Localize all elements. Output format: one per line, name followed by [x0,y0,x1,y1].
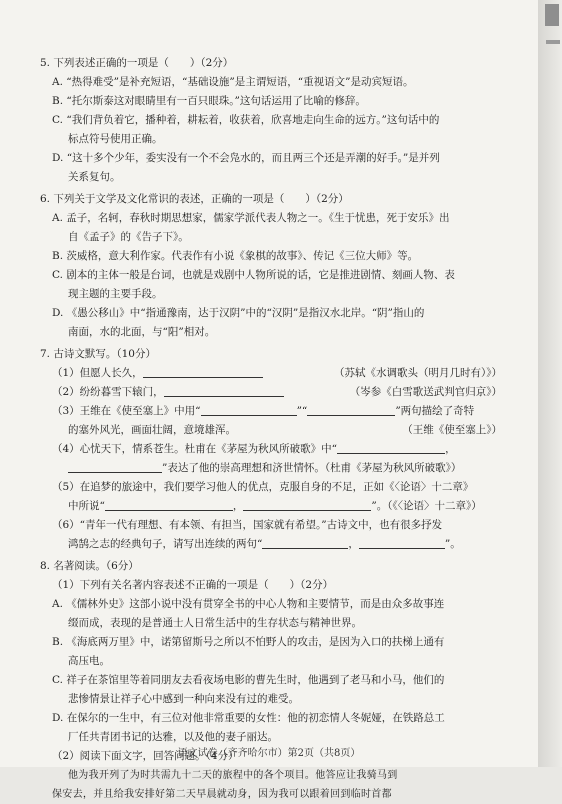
q7-item-6-cont [40,535,502,554]
q7-item-5-cont [40,497,502,516]
q7-6-text-a: 鸿鹄之志的经典句子，请写出连续的两句“ [68,538,263,550]
q6-option-c-cont: 现主题的主要手段。 [68,288,163,300]
page-edge [538,0,562,767]
q6-option-d-cont: 南面，水的北面，与“阳”相对。 [68,326,216,338]
q7-4-blank-2[interactable] [68,460,162,473]
q5-option-d: D. “这十多个少年，委实没有一个不会凫水的，而且两三个还是弄潮的好手。”是并列 [52,152,440,164]
q6-option-a: A. 孟子，名轲，春秋时期思想家，儒家学派代表人物之一。《生于忧患，死于安乐》出 [52,212,450,224]
q7-stem: 7. 古诗文默写。（10分） [40,348,156,360]
q8-sub2: （2）阅读下面文字，回答问题。（4分） [52,750,239,762]
q8-passage-line-2: 保安去，并且给我安排好第二天早晨就动身，因为我可以跟着回到临时首都 [52,789,392,800]
q7-5-text-a: 中所说“ [68,500,105,512]
q7-item-4 [40,440,502,459]
q8-option-c-cont: 悲惨情景让祥子心中感到一种向来没有过的难受。 [68,693,299,705]
q7-3-text-a: （3）王维在《使至塞上》中用“ [52,405,201,417]
q8-option-b-cont: 高压电。 [68,655,110,667]
q7-3-source: （王维《使至塞上》） [402,424,502,436]
q8-option-b: B. 《海底两万里》中，诺第留斯号之所以不怕野人的攻击，是因为入口的扶梯上通有 [52,636,445,648]
q7-6-text-c: ”。 [444,538,461,550]
q7-1-source: （苏轼《水调歌头（明月几时有）》） [334,367,502,379]
q7-item-3 [40,402,502,421]
q5-option-b: B. “托尔斯泰这对眼睛里有一百只眼珠。”这句话运用了比喻的修辞。 [52,95,366,107]
page-footer: 语文试卷（齐齐哈尔市）第2页（共8页） [177,748,361,759]
q7-3-text-b: ”“ [296,405,308,417]
q6-stem: 6. 下列关于文学及文化常识的表述，正确的一项是（ ）（2分） [40,193,349,205]
q7-5-text-b: ， [232,500,244,512]
q7-4-text-b: ， [445,443,456,455]
q7-5-text-c: ”。（《〈论语〉十二章》） [371,500,482,512]
q7-2-text: （2）纷纷暮雪下辕门， [52,386,164,398]
q7-item-5: （5）在追梦的旅途中，我们要学习他人的优点，克服自身的不足，正如《〈论语〉十二章》 [52,481,474,493]
q7-6-blank-2[interactable] [359,536,445,549]
exam-content [40,54,502,804]
q7-item-3-cont [40,421,502,440]
q5-option-c: C. “我们背负着它，播种着，耕耘着，收获着，欣喜地走向生命的远方。”这句话中的 [52,114,440,126]
q6-option-d: D. 《愚公移山》中“指通豫南，达于汉阴”中的“汉阴”是指汉水北岸。“阴”指山的 [52,307,425,319]
scroll-thumb [545,4,559,26]
q7-5-blank-2[interactable] [243,498,371,511]
q7-3-blank-2[interactable] [307,403,395,416]
q7-item-4-cont [40,459,502,478]
q7-3-blank-1[interactable] [201,403,297,416]
q8-option-d-cont: 厂任共青团书记的达雅，以及他的妻子丽达。 [68,731,278,743]
q8-option-d: D. 在保尔的一生中，有三位对他非常重要的女性：他的初恋情人冬妮娅，在铁路总工 [52,712,445,724]
q6-option-c: C. 剧本的主体一般是台词，也就是戏剧中人物所说的话，它是推进剧情、刻画人物、表 [52,269,455,281]
q7-1-blank[interactable] [143,365,263,378]
q7-6-text-b: ， [348,538,359,550]
q8-option-a-cont: 缀而成，表现的是普通士人日常生活中的生存状态与精神世界。 [68,617,362,629]
q5-stem: 5. 下列表述正确的一项是（ ）（2分） [40,57,234,69]
q8-passage-line-1: 他为我开列了为时共需九十二天的旅程中的各个项目。他答应让我骑马到 [68,770,398,781]
q8-stem: 8. 名著阅读。（6分） [40,560,139,572]
q7-item-1 [40,364,502,383]
q7-6-blank-1[interactable] [262,536,348,549]
q7-2-source: （岑参《白雪歌送武判官归京》） [349,386,502,398]
q7-4-blank-1[interactable] [337,441,445,454]
q5-option-a: A. “热得难受”是补充短语，“基础设施”是主谓短语，“重视语文”是动宾短语。 [52,76,414,88]
q8-option-a: A. 《儒林外史》这部小说中没有贯穿全书的中心人物和主要情节，而是由众多故事连 [52,598,445,610]
q6-option-a-cont: 自《孟子》的《告子下》。 [68,231,189,243]
q5-option-d-cont: 关系复句。 [68,171,121,183]
q7-1-text: （1）但愿人长久， [52,367,143,379]
q7-2-blank[interactable] [164,384,284,397]
q8-sub1: （1）下列有关名著内容表述不正确的一项是（ ）（2分） [52,579,334,591]
q8-option-c: C. 祥子在茶馆里等着同朋友去看夜场电影的曹先生时，他遇到了老马和小马，他们的 [52,674,445,686]
q7-5-blank-1[interactable] [105,498,233,511]
q6-option-b: B. 茨威格，意大利作家。代表作有小说《象棋的故事》、传记《三位大师》等。 [52,250,419,262]
q7-3-text-c: ”两句描绘了奇特 [395,405,475,417]
q7-4-cont-text: ”表达了他的崇高理想和济世情怀。（杜甫《茅屋为秋风所破歌》） [162,462,462,474]
q7-3-cont-text: 的塞外风光，画面壮阔，意境雄浑。 [68,424,236,436]
q5-option-c-cont: 标点符号使用正确。 [68,133,163,145]
q7-4-text-a: （4）心忧天下，情系苍生。杜甫在《茅屋为秋风所破歌》中“ [52,443,338,455]
q7-item-6: （6）“青年一代有理想、有本领、有担当，国家就有希望。”古诗文中，也有很多抒发 [52,519,443,531]
edge-mark [546,40,560,44]
q7-item-2 [40,383,502,402]
